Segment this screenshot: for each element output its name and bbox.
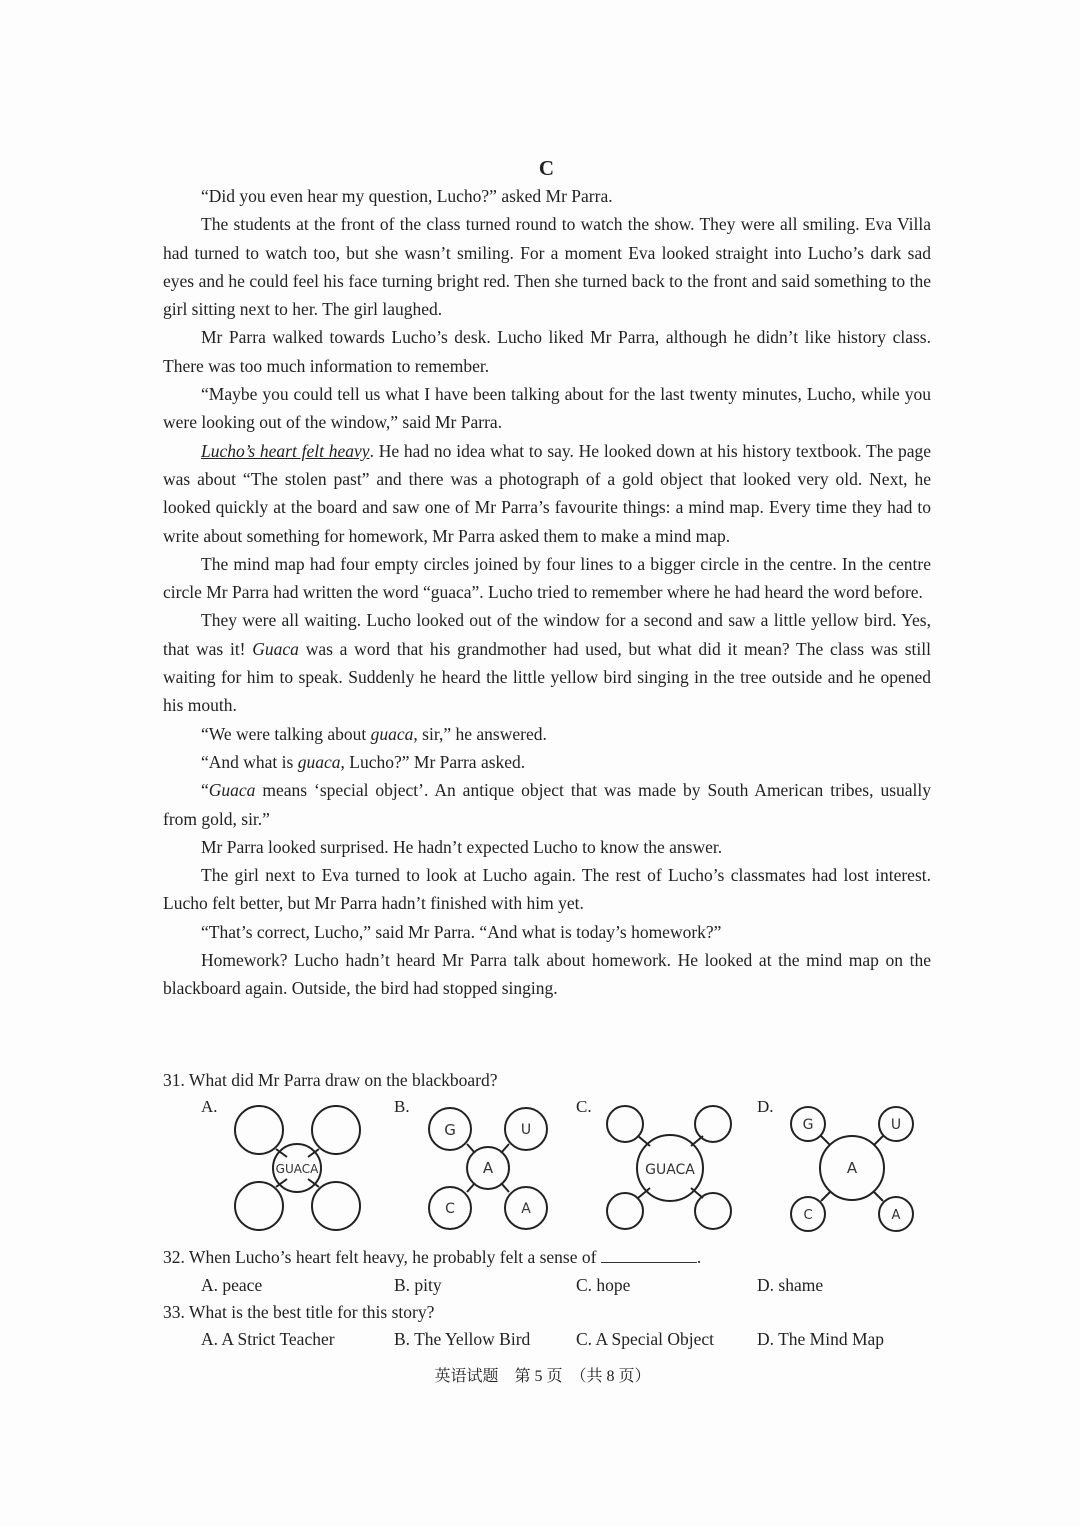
paragraph: “Maybe you could tell us what I have been talking about for the last twenty minutes, Lucho, while you were looking out of the window,” said Mr Parra. [163,384,931,433]
paragraph: They were all waiting. Lucho looked out of the window for a second and saw a little yellow bird. Yes, that was it! Guaca was a word that his grandmother had used, but what did it mean? The class was still waiting for him to speak. Suddenly he heard the little yellow bird singing in the tree outside and he opened his mouth. [163,610,931,716]
q33-option-c: C. A Special Object [576,1329,715,1349]
outer-label: U [520,1122,532,1138]
paragraph: “We were talking about guaca, sir,” he answered. [201,723,547,744]
q32-stem-end: . [696,1247,702,1267]
q33-option-d: D. The Mind Map [757,1329,885,1349]
paragraph: “And what is guaca, Lucho?” Mr Parra asked. [201,751,526,772]
paragraph: “Guaca means ‘special object’. An antique object that was made by South American tribes, usually from gold, sir.” [163,780,931,829]
q33-option-a: A. A Strict Teacher [201,1329,335,1349]
mind-map-option-b [418,1098,558,1233]
paragraph: “That’s correct, Lucho,” said Mr Parra. “And what is today’s homework?” [201,921,722,942]
center-label: A [846,1159,858,1177]
paragraph: The students at the front of the class turned round to watch the show. They were all smiling. Eva Villa had turned to watch too, but she wasn’t smiling. For a moment Eva looked straight into Lucho’s dark sad eyes and he could feel his face turning bright red. Then she turned back to the front and said something to the girl sitting next to her. The girl laughed. [163,214,931,320]
center-label: GUACA [645,1162,695,1178]
paragraph-rest: . He had no idea what to say. He looked down at his history textbook. The page was about “The stolen past” and there was a photograph of a gold object that looked very old. Next, he looked quickly at the board and saw one of Mr Parra’s favourite things: a mind map. Every time they had to write about something for homework, Mr Parra asked them to make a mind map. [163,440,931,546]
mind-map-option-c [598,1098,746,1236]
answer-blank [601,1248,697,1263]
paragraph [163,437,931,550]
q32-option-d: D. shame [757,1275,824,1295]
paragraph: Mr Parra walked towards Lucho’s desk. Lucho liked Mr Parra, although he didn’t like history class. There was too much information to remember. [163,327,931,376]
paragraph: “Did you even hear my question, Lucho?” asked Mr Parra. [201,186,613,206]
reading-passage [163,182,931,1003]
outer-label: C [803,1208,813,1223]
mind-map-option-d [782,1098,922,1236]
question-31-stem: 31. What did Mr Parra draw on the blackboard? [163,1070,498,1090]
question-33-stem: 33. What is the best title for this story? [163,1302,435,1322]
paragraph: The girl next to Eva turned to look at Lucho again. The rest of Lucho’s classmates had lost interest. Lucho felt better, but Mr Parra hadn’t finished with him yet. [163,865,931,914]
outer-label: G [444,1121,456,1139]
outer-label: G [802,1117,814,1133]
center-label: GUACA [275,1162,319,1176]
outer-label: A [891,1208,901,1223]
q32-option-c: C. hope [576,1275,631,1295]
q31-option-a-letter: A. [201,1097,218,1116]
q33-option-b: B. The Yellow Bird [394,1329,531,1349]
outer-label: C [445,1201,455,1217]
outer-label: U [890,1117,902,1133]
q32-option-a: A. peace [201,1275,263,1295]
mind-map-option-a [225,1098,370,1238]
underlined-phrase: Lucho’s heart felt heavy [201,440,370,461]
page-footer: 英语试题 第 5 页 （共 8 页） [434,1368,651,1385]
q31-option-c-letter: C. [576,1097,592,1116]
outer-label: A [521,1201,531,1217]
q32-stem-text: 32. When Lucho’s heart felt heavy, he probably felt a sense of [163,1247,597,1267]
paragraph: Homework? Lucho hadn’t heard Mr Parra talk about homework. He looked at the mind map on the blackboard again. Outside, the bird had stopped singing. [163,950,931,999]
question-32-stem [163,1245,701,1269]
section-heading: C [538,156,555,180]
paragraph: The mind map had four empty circles joined by four lines to a bigger circle in the centre. In the centre circle Mr Parra had written the word “guaca”. Lucho tried to remember where he had heard the word before. [163,553,931,603]
q31-option-b-letter: B. [394,1097,410,1116]
center-label: A [482,1159,494,1177]
q32-option-b: B. pity [394,1275,442,1295]
paragraph: Mr Parra looked surprised. He hadn’t expected Lucho to know the answer. [201,836,723,857]
q31-option-d-letter: D. [757,1097,774,1116]
